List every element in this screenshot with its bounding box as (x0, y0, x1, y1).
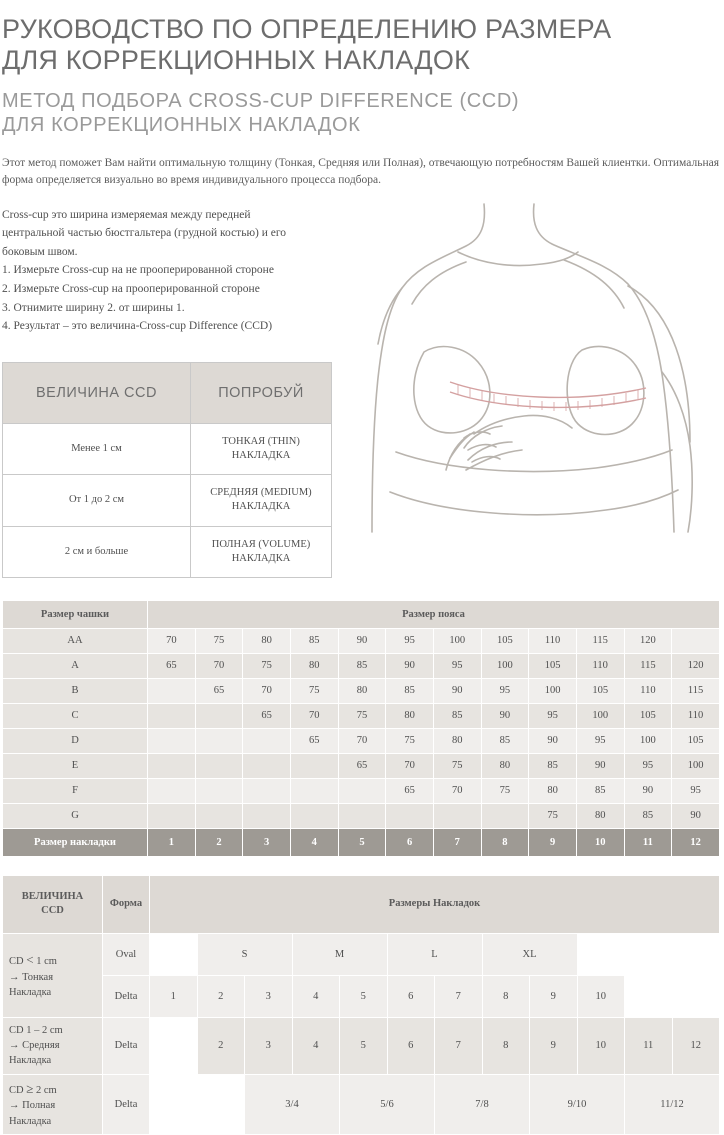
pad-size-table (2, 875, 720, 1135)
ccd-group-label (3, 933, 103, 1017)
table-row (3, 628, 720, 653)
method-line: Cross-cup это ширина измеряемая между передней (2, 208, 251, 221)
band-size-cell: 100 (624, 728, 672, 753)
band-size-cell: 70 (338, 728, 386, 753)
band-size-cell: 75 (195, 628, 243, 653)
content-columns (2, 206, 720, 578)
table-row (3, 678, 720, 703)
pad-size-cell: 9/10 (530, 1074, 625, 1134)
band-size-cell: 95 (386, 628, 434, 653)
band-size-cell: 80 (243, 628, 291, 653)
method-line: центральной частью бюстгальтера (грудной костью) и его (2, 227, 287, 240)
table-row (3, 753, 720, 778)
pad-size-value: 5 (338, 828, 386, 856)
comparison-symbol: < (26, 951, 34, 967)
band-size-cell: 100 (672, 753, 720, 778)
band-size-cell: 100 (529, 678, 577, 703)
band-size-header: Размер пояса (148, 600, 720, 628)
empty-cell (148, 703, 196, 728)
pad-size-value: 8 (481, 828, 529, 856)
table-header-row (3, 600, 720, 628)
ccd-header-line2: CCD (41, 905, 64, 917)
ccd-label-line2: → Средняя (9, 1040, 60, 1052)
pad-size-value: 2 (195, 828, 243, 856)
ccd-try-line1: ТОНКАЯ (THIN) (222, 435, 300, 447)
empty-cell (481, 803, 529, 828)
band-size-cell: 85 (290, 628, 338, 653)
table-row (3, 975, 720, 1017)
cup-size-cell: A (3, 653, 148, 678)
page-title (2, 14, 720, 75)
band-size-cell: 100 (576, 703, 624, 728)
table-row (3, 778, 720, 803)
table-row (3, 728, 720, 753)
table-row (3, 803, 720, 828)
band-size-cell: 85 (529, 753, 577, 778)
band-size-cell: 90 (433, 678, 481, 703)
band-size-cell: 120 (672, 653, 720, 678)
band-size-cell: 65 (148, 653, 196, 678)
band-size-cell: 105 (624, 703, 672, 728)
ccd-group-label (3, 1074, 103, 1134)
method-line: боковым швом. (2, 245, 78, 258)
pad-size-cell: 6 (387, 975, 435, 1017)
pad-form-cell: Delta (103, 975, 150, 1017)
pad-size-cell: M (292, 933, 387, 975)
band-size-cell: 90 (529, 728, 577, 753)
band-size-cell: 70 (290, 703, 338, 728)
pad-size-cell: 10 (577, 975, 625, 1017)
empty-cell (150, 933, 198, 975)
method-line: 3. Отнимите ширину 2. от ширины 1. (2, 301, 185, 314)
ccd-value-header (3, 875, 103, 933)
band-size-cell: 115 (672, 678, 720, 703)
empty-cell (195, 803, 243, 828)
band-size-cell: 85 (624, 803, 672, 828)
band-size-cell: 95 (481, 678, 529, 703)
band-size-cell: 90 (386, 653, 434, 678)
table-row (3, 1074, 720, 1134)
pad-size-cell: 12 (672, 1017, 720, 1074)
cup-size-cell: C (3, 703, 148, 728)
ccd-label-line2: → Тонкая (9, 971, 54, 983)
ccd-label-line1: CD < 1 cm (9, 951, 57, 967)
cup-size-cell: G (3, 803, 148, 828)
left-column (2, 206, 352, 578)
empty-cell (338, 803, 386, 828)
ccd-value-header: ВЕЛИЧИНА CCD (3, 362, 191, 423)
pad-size-value: 1 (148, 828, 196, 856)
empty-cell (290, 753, 338, 778)
band-size-cell: 80 (290, 653, 338, 678)
right-column (352, 206, 720, 578)
band-size-cell: 70 (148, 628, 196, 653)
band-size-cell: 105 (529, 653, 577, 678)
pad-size-cell: 4 (292, 1017, 340, 1074)
band-size-cell: 85 (433, 703, 481, 728)
empty-cell (672, 933, 720, 975)
empty-cell (195, 728, 243, 753)
method-line: 4. Результат – это величина-Cross-cup Difference (CCD) (2, 320, 273, 333)
band-size-cell: 65 (195, 678, 243, 703)
pad-size-cell: 7/8 (435, 1074, 530, 1134)
table-header-row (3, 362, 332, 423)
pad-size-cell: 9 (530, 975, 578, 1017)
empty-cell (386, 803, 434, 828)
ccd-label-line3: Накладка (9, 1115, 52, 1127)
ccd-label-line3: Накладка (9, 1055, 52, 1067)
pad-form-cell: Oval (103, 933, 150, 975)
empty-cell (195, 778, 243, 803)
empty-cell (625, 975, 673, 1017)
empty-cell (243, 728, 291, 753)
page-title-line2: ДЛЯ КОРРЕКЦИОННЫХ НАКЛАДОК (2, 44, 471, 75)
empty-cell (148, 678, 196, 703)
band-size-cell: 95 (672, 778, 720, 803)
empty-cell (290, 803, 338, 828)
cup-size-cell: F (3, 778, 148, 803)
ccd-value-cell: От 1 до 2 см (3, 475, 191, 526)
empty-cell (243, 778, 291, 803)
pad-size-cell: 11 (625, 1017, 673, 1074)
pad-size-cell: 9 (530, 1017, 578, 1074)
bra-size-grid (2, 600, 720, 857)
band-size-cell: 70 (386, 753, 434, 778)
ccd-label-line1: CD ≥ 2 cm (9, 1080, 57, 1096)
empty-cell (338, 778, 386, 803)
empty-cell (672, 975, 720, 1017)
ccd-try-cell (191, 423, 332, 474)
pad-size-footer-row (3, 828, 720, 856)
band-size-cell: 85 (576, 778, 624, 803)
pad-size-cell: 2 (197, 1017, 245, 1074)
band-size-cell: 110 (672, 703, 720, 728)
ccd-label-line1: CD 1 – 2 cm (9, 1024, 63, 1036)
pad-size-label: Размер накладки (3, 828, 148, 856)
band-size-cell: 75 (338, 703, 386, 728)
pad-size-cell: XL (482, 933, 577, 975)
band-size-cell: 85 (338, 653, 386, 678)
cup-size-cell: D (3, 728, 148, 753)
pad-size-cell: 3 (245, 1017, 293, 1074)
pad-size-cell: 2 (197, 975, 245, 1017)
empty-cell (290, 778, 338, 803)
torso-measurement-illustration (346, 202, 724, 547)
band-size-cell: 65 (243, 703, 291, 728)
ccd-try-line2: НАКЛАДКА (231, 552, 291, 564)
band-size-cell: 100 (481, 653, 529, 678)
band-size-cell: 75 (481, 778, 529, 803)
band-size-cell: 80 (576, 803, 624, 828)
empty-cell (150, 1074, 198, 1134)
pad-size-cell: 7 (435, 1017, 483, 1074)
band-size-cell: 90 (576, 753, 624, 778)
band-size-cell: 80 (529, 778, 577, 803)
cup-size-cell: E (3, 753, 148, 778)
pad-size-cell: 5 (340, 1017, 388, 1074)
band-size-cell: 95 (624, 753, 672, 778)
empty-cell (148, 728, 196, 753)
empty-cell (672, 628, 720, 653)
band-size-cell: 65 (386, 778, 434, 803)
pad-size-table-body (3, 933, 720, 1134)
method-instructions (2, 206, 352, 336)
band-size-cell: 65 (290, 728, 338, 753)
size-guide-page (0, 14, 724, 1135)
empty-cell (148, 778, 196, 803)
empty-cell (433, 803, 481, 828)
band-size-cell: 90 (338, 628, 386, 653)
pad-size-value: 10 (576, 828, 624, 856)
empty-cell (195, 753, 243, 778)
empty-cell (150, 1017, 198, 1074)
pad-size-cell: 3 (245, 975, 293, 1017)
band-size-cell: 110 (529, 628, 577, 653)
band-size-cell: 95 (576, 728, 624, 753)
band-size-cell: 100 (433, 628, 481, 653)
method-line: 2. Измерьте Cross-cup на прооперированной стороне (2, 283, 260, 295)
pad-form-cell: Delta (103, 1074, 150, 1134)
pad-size-cell: L (387, 933, 482, 975)
pad-size-cell: S (197, 933, 292, 975)
form-header: Форма (103, 875, 150, 933)
band-size-cell: 115 (624, 653, 672, 678)
table-row (3, 703, 720, 728)
band-size-cell: 105 (576, 678, 624, 703)
band-size-cell: 85 (481, 728, 529, 753)
band-size-cell: 95 (529, 703, 577, 728)
pad-size-value: 9 (529, 828, 577, 856)
band-size-cell: 75 (529, 803, 577, 828)
ccd-value-cell: Менее 1 см (3, 423, 191, 474)
band-size-cell: 75 (290, 678, 338, 703)
pad-size-value: 11 (624, 828, 672, 856)
pad-size-cell: 10 (577, 1017, 625, 1074)
band-size-cell: 65 (338, 753, 386, 778)
pad-size-cell: 6 (387, 1017, 435, 1074)
ccd-value-cell: 2 см и больше (3, 526, 191, 577)
pad-size-cell: 8 (482, 1017, 530, 1074)
pad-size-value: 4 (290, 828, 338, 856)
pad-size-cell: 5 (340, 975, 388, 1017)
ccd-try-line1: СРЕДНЯЯ (MEDIUM) (210, 487, 312, 499)
ccd-try-line2: НАКЛАДКА (231, 450, 291, 462)
band-size-cell: 80 (386, 703, 434, 728)
comparison-symbol: ≥ (26, 1080, 34, 1096)
band-size-cell: 110 (624, 678, 672, 703)
page-subtitle-line2: ДЛЯ КОРРЕКЦИОННЫХ НАКЛАДОК (2, 114, 361, 136)
band-size-cell: 85 (386, 678, 434, 703)
pad-size-value: 6 (386, 828, 434, 856)
band-size-cell: 70 (433, 778, 481, 803)
pad-size-cell: 11/12 (625, 1074, 720, 1134)
band-size-cell: 70 (195, 653, 243, 678)
pad-size-cell: 5/6 (340, 1074, 435, 1134)
page-title-line1: РУКОВОДСТВО ПО ОПРЕДЕЛЕНИЮ РАЗМЕРА (2, 14, 612, 44)
band-size-cell: 110 (576, 653, 624, 678)
ccd-header-line1: ВЕЛИЧИНА (21, 891, 84, 903)
band-size-cell: 80 (338, 678, 386, 703)
empty-cell (148, 753, 196, 778)
ccd-try-cell (191, 526, 332, 577)
pad-size-value: 7 (433, 828, 481, 856)
pad-sizes-header: Размеры Накладок (150, 875, 720, 933)
empty-cell (195, 703, 243, 728)
size-grid-body (3, 628, 720, 828)
pad-size-cell: 3/4 (245, 1074, 340, 1134)
band-size-cell: 90 (481, 703, 529, 728)
empty-cell (243, 803, 291, 828)
table-row (3, 475, 332, 526)
empty-cell (197, 1074, 245, 1134)
table-row (3, 933, 720, 975)
table-row (3, 653, 720, 678)
pad-size-cell: 7 (435, 975, 483, 1017)
ccd-try-line1: ПОЛНАЯ (VOLUME) (211, 538, 311, 550)
empty-cell (243, 753, 291, 778)
band-size-cell: 80 (433, 728, 481, 753)
pad-form-cell: Delta (103, 1017, 150, 1074)
page-subtitle (2, 89, 720, 137)
empty-cell (148, 803, 196, 828)
table-row (3, 1017, 720, 1074)
band-size-cell: 95 (433, 653, 481, 678)
band-size-cell: 105 (481, 628, 529, 653)
pad-size-cell: 8 (482, 975, 530, 1017)
table-row (3, 526, 332, 577)
band-size-cell: 75 (386, 728, 434, 753)
band-size-cell: 115 (576, 628, 624, 653)
cup-size-cell: B (3, 678, 148, 703)
empty-cell (625, 933, 673, 975)
band-size-cell: 90 (672, 803, 720, 828)
cup-size-header: Размер чашки (3, 600, 148, 628)
ccd-label-line2: → Полная (9, 1100, 56, 1112)
table-header-row (3, 875, 720, 933)
pad-size-cell: 4 (292, 975, 340, 1017)
ccd-try-header: ПОПРОБУЙ (191, 362, 332, 423)
ccd-try-line2: НАКЛАДКА (231, 501, 291, 513)
band-size-cell: 120 (624, 628, 672, 653)
band-size-cell: 75 (243, 653, 291, 678)
page-subtitle-line1: МЕТОД ПОДБОРА CROSS-CUP DIFFERENCE (CCD) (2, 90, 520, 112)
band-size-cell: 70 (243, 678, 291, 703)
band-size-cell: 75 (433, 753, 481, 778)
band-size-cell: 90 (624, 778, 672, 803)
ccd-recommendation-table (2, 362, 332, 578)
pad-size-value: 12 (672, 828, 720, 856)
empty-cell (577, 933, 625, 975)
pad-size-cell: 1 (150, 975, 198, 1017)
table-row (3, 423, 332, 474)
band-size-cell: 80 (481, 753, 529, 778)
pad-size-value: 3 (243, 828, 291, 856)
band-size-cell: 105 (672, 728, 720, 753)
cup-size-cell: AA (3, 628, 148, 653)
ccd-label-line3: Накладка (9, 986, 52, 998)
ccd-try-cell (191, 475, 332, 526)
method-line: 1. Измерьте Cross-cup на не прооперированной стороне (2, 264, 274, 277)
ccd-group-label (3, 1017, 103, 1074)
intro-paragraph: Этот метод поможет Вам найти оптимальную толщину (Тонкая, Средняя или Полная), отвечающую потребностям Вашей клиентки. Оптимальная форма определяется визуально во время индивидуального процесса подбора. (2, 157, 719, 187)
